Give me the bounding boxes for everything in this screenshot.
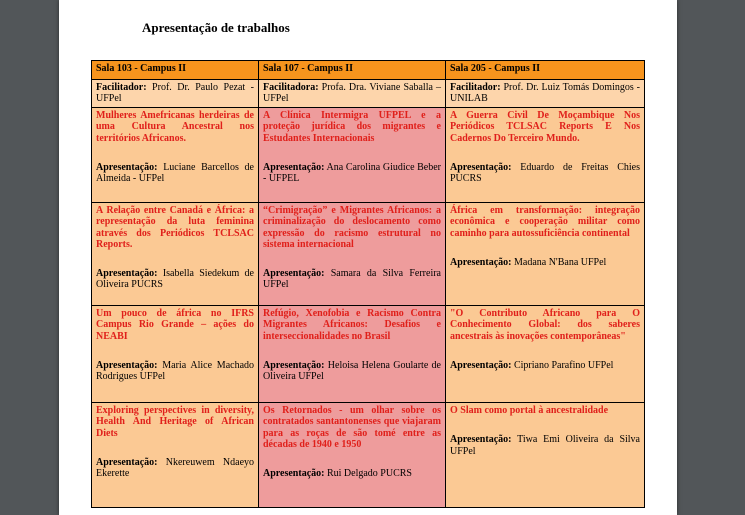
presenter: Apresentação: Maria Alice Machado Rodrigues UFPel — [96, 359, 255, 383]
paper-title: “Crimigração” e Migrantes Africanos: a criminalização do deslocamento como expressão do racismo estrutural no sistema internacional — [263, 205, 441, 250]
paper-title: "O Contributo Africano para O Conhecimento Global: dos saberes ancestrais às inovações contemporâneas" — [450, 308, 640, 342]
session-cell — [259, 203, 446, 306]
presenter: Apresentação: Samara da Silva Ferreira UFPel — [263, 268, 441, 291]
session-cell — [92, 108, 259, 203]
column-header: Sala 107 - Campus II — [259, 61, 446, 80]
presenter: Apresentação: Eduardo de Freitas Chies PUCRS — [450, 161, 641, 185]
table-row — [92, 108, 645, 203]
paper-title: O Slam como portal à ancestralidade — [450, 405, 609, 416]
facilitator-row — [92, 80, 645, 108]
presenter: Apresentação: Cipriano Parafino UFPel — [450, 359, 614, 371]
table-row — [92, 306, 645, 403]
paper-title: Os Retornados - um olhar sobre os contratados santantonenses que viajaram para as roças de são tomé entre as décadas de 1940 e 1950 — [263, 405, 441, 450]
presenter: Apresentação: Tiwa Emi Oliveira da Silva UFPel — [450, 434, 640, 457]
facilitator-cell: Facilitadora: Profa. Dra. Viviane Saballa – UFPel — [259, 80, 446, 108]
paper-title: A Guerra Civil De Moçambique Nos Periódicos TCLSAC Reports E Nos Cadernos Do Terceiro Mundo. — [450, 110, 640, 144]
session-cell — [259, 108, 446, 203]
presenter: Apresentação: Ana Carolina Giudice Beber - UFPEL — [263, 161, 441, 185]
paper-title: A Relação entre Canadá e África: a representação da luta feminina através dos Periódicos TCLSAC Reports. — [96, 205, 254, 250]
table-row — [92, 403, 645, 508]
session-cell — [446, 306, 645, 403]
session-cell — [92, 203, 259, 306]
presenter: Apresentação: Isabella Siedekum de Oliveira PUCRS — [96, 268, 254, 291]
document-page — [59, 0, 677, 515]
table-header-row — [92, 61, 645, 80]
facilitator-cell: Facilitador: Prof. Dr. Paulo Pezat - UFPel — [92, 80, 259, 108]
presenter: Apresentação: Madana N'Bana UFPel — [450, 256, 607, 268]
page-heading: Apresentação de trabalhos — [142, 20, 290, 35]
paper-title: Um pouco de áfrica no IFRS Campus Rio Grande – ações do NEABI — [96, 308, 254, 342]
column-header: Sala 205 - Campus II — [446, 61, 645, 80]
schedule-table — [91, 60, 645, 508]
presenter: Apresentação: Nkereuwem Ndaeyo Ekerette — [96, 456, 255, 480]
session-cell — [446, 403, 645, 508]
paper-title: A Clínica Intermigra UFPEL e a proteção jurídica dos migrantes e Estudantes Internacionais — [263, 110, 441, 144]
session-cell — [259, 306, 446, 403]
paper-title: África em transformação: integração econômica e cooperação militar como caminho para autossuficiência continental — [450, 205, 640, 239]
presenter: Apresentação: Luciane Barcellos de Almeida - UFPel — [96, 161, 254, 185]
session-cell — [92, 306, 259, 403]
facilitator-cell: Facilitador: Prof. Dr. Luiz Tomás Domingos - UNILAB — [446, 80, 645, 108]
session-cell — [446, 108, 645, 203]
presenter: Apresentação: Heloisa Helena Goularte de Oliveira UFPel — [263, 359, 441, 383]
session-cell — [92, 403, 259, 508]
table-row — [92, 203, 645, 306]
session-cell — [259, 403, 446, 508]
column-header: Sala 103 - Campus II — [92, 61, 259, 80]
presenter: Apresentação: Rui Delgado PUCRS — [263, 468, 412, 480]
paper-title: Exploring perspectives in diversity, Health And Heritage of African Diets — [96, 405, 254, 439]
paper-title: Refúgio, Xenofobia e Racismo Contra Migrantes Africanos: Desafios e interseccionalidades no Brasil — [263, 308, 441, 342]
paper-title: Mulheres Amefricanas herdeiras de uma Cultura Ancestral nos territórios Africanos. — [96, 110, 254, 144]
session-cell — [446, 203, 645, 306]
